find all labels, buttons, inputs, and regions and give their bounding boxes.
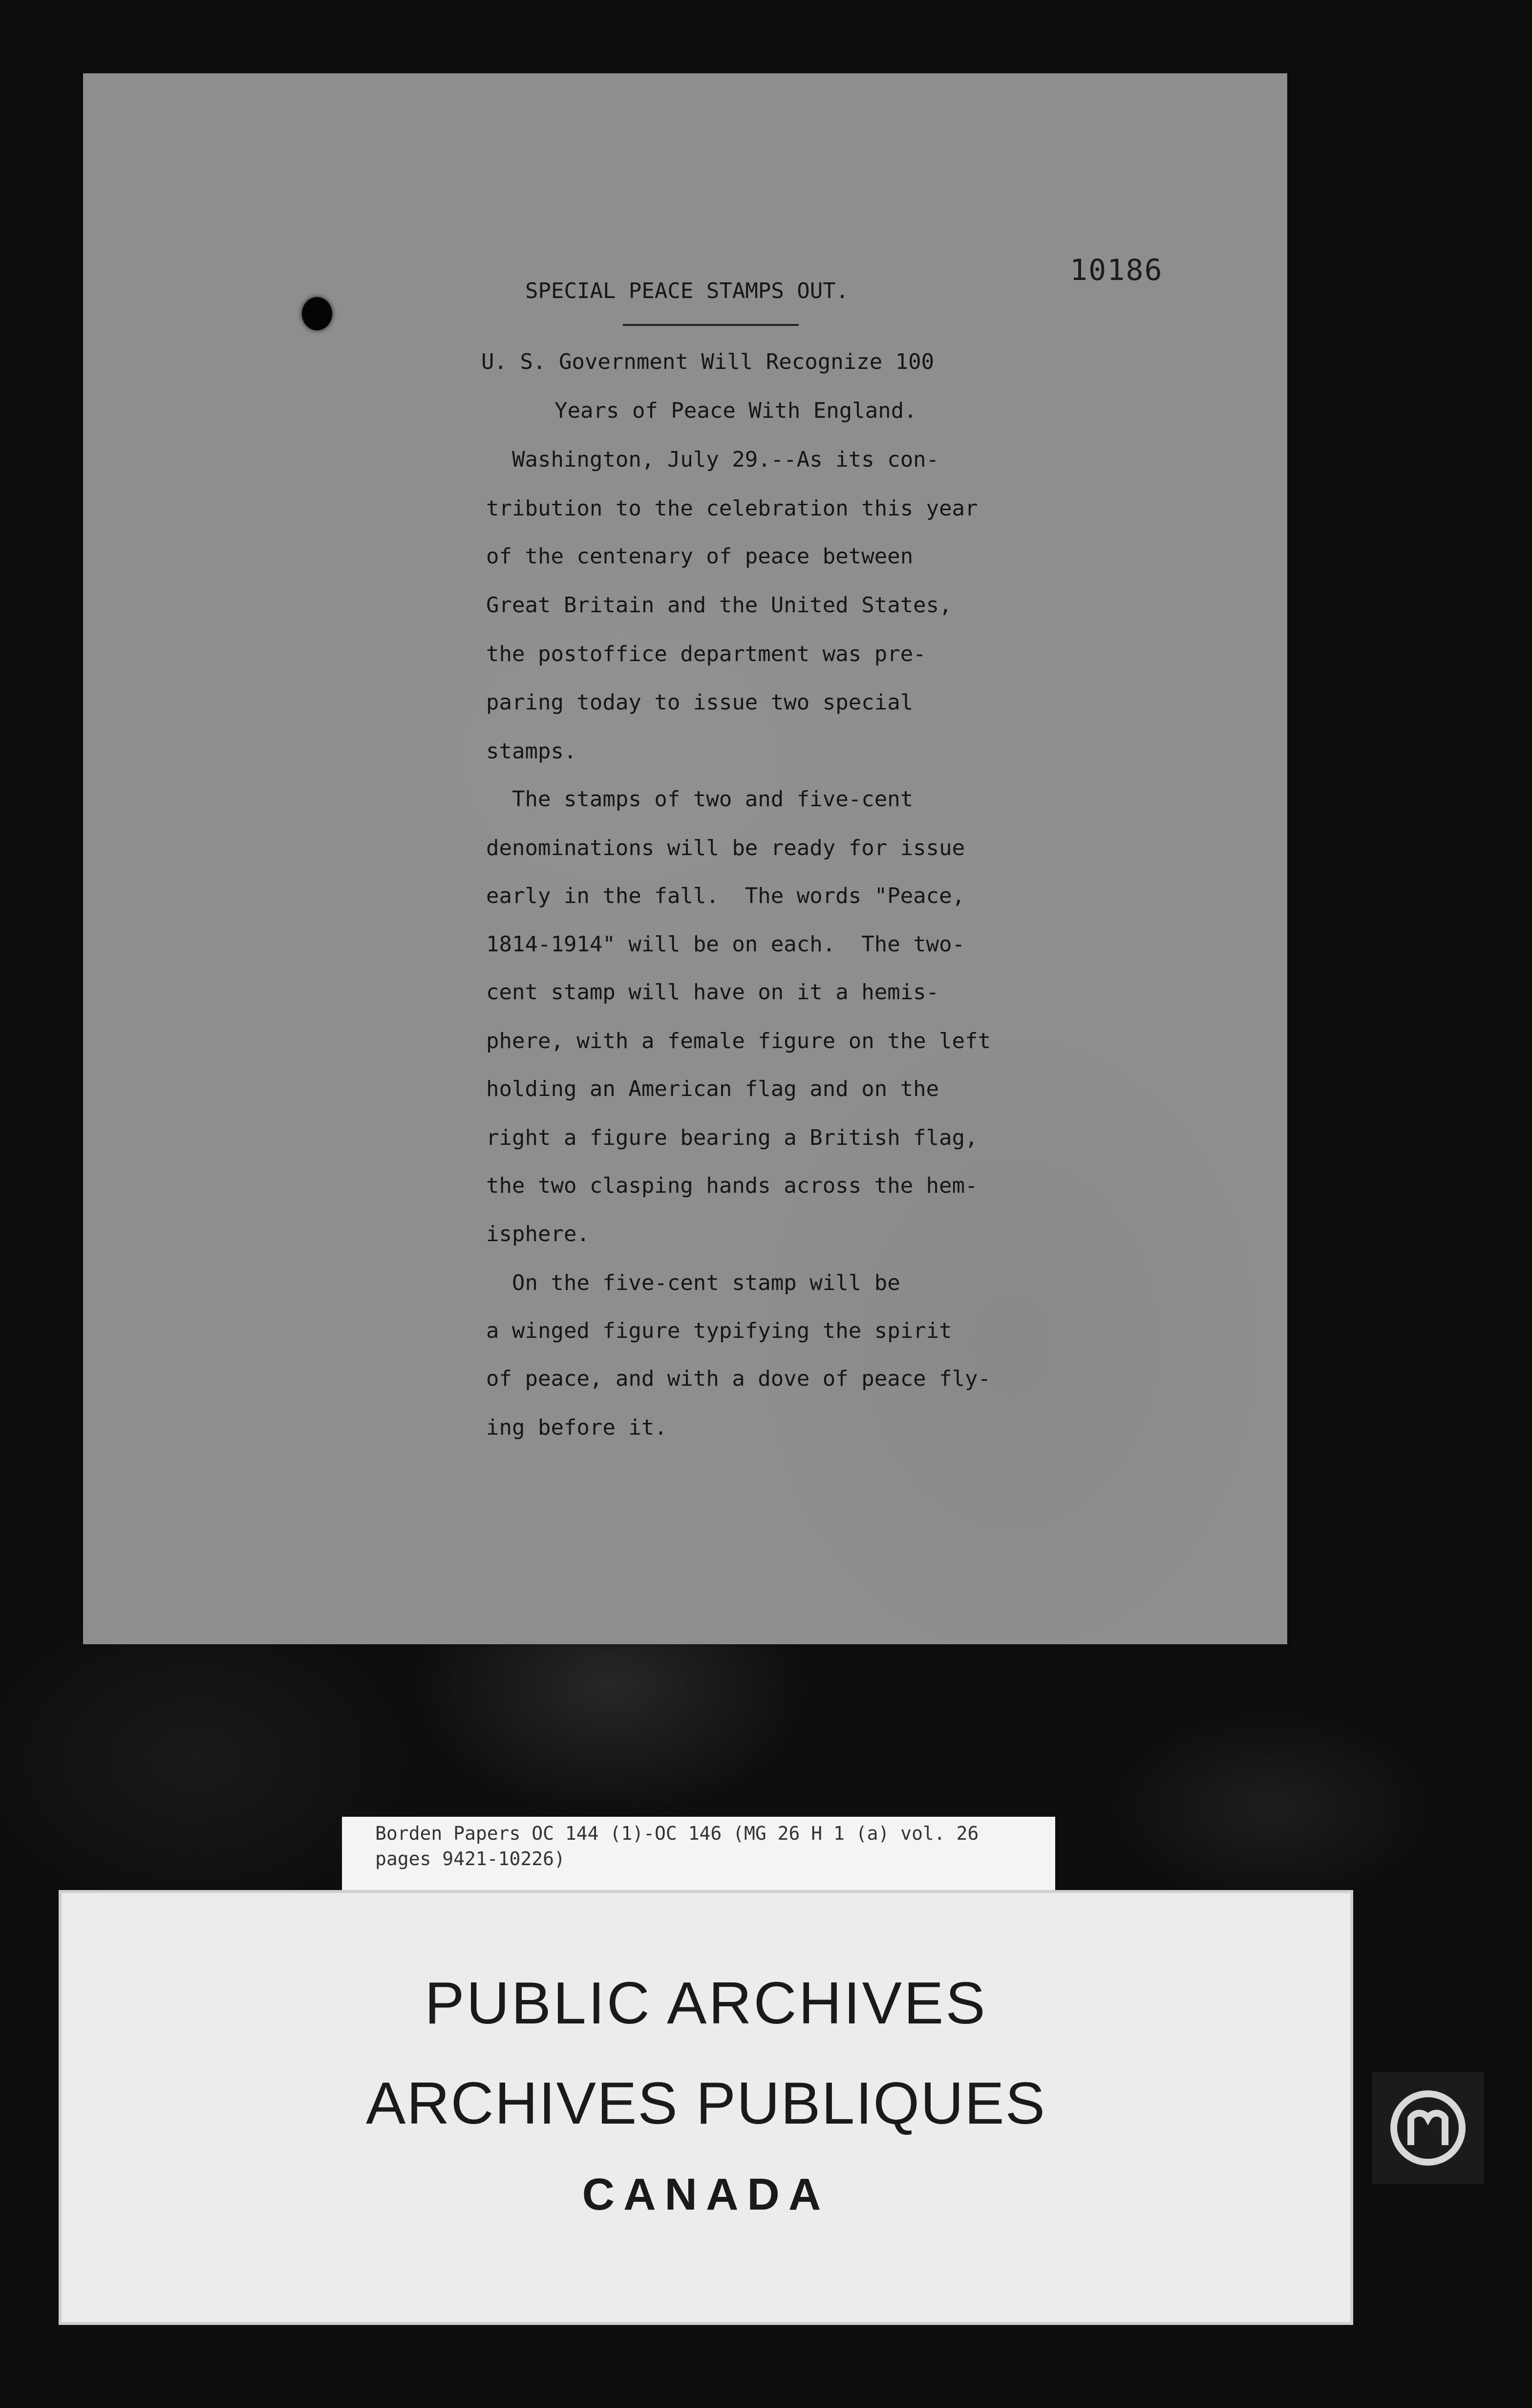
body-line: early in the fall. The words "Peace,	[486, 883, 965, 908]
punch-hole	[302, 297, 332, 330]
body-line: paring today to issue two special	[486, 690, 914, 715]
reference-label	[342, 1817, 1055, 1890]
reference-label-line-2: pages 9421-10226)	[375, 1848, 565, 1870]
body-line: tribution to the celebration this year	[486, 496, 978, 521]
body-line: stamps.	[486, 739, 577, 764]
archive-card	[59, 1890, 1353, 2325]
headline: SPECIAL PEACE STAMPS OUT.	[525, 279, 849, 303]
body-line: of peace, and with a dove of peace fly-	[486, 1366, 991, 1391]
body-line: Great Britain and the United States,	[486, 593, 952, 618]
archives-logo-icon	[1372, 2072, 1484, 2184]
typed-document-page	[83, 73, 1287, 1644]
body-line: phere, with a female figure on the left	[486, 1029, 991, 1054]
body-line: cent stamp will have on it a hemis-	[486, 980, 939, 1005]
body-line: 1814-1914" will be on each. The two-	[486, 932, 965, 957]
headline-underline	[623, 324, 799, 326]
card-title-french: ARCHIVES PUBLIQUES	[366, 2070, 1046, 2136]
body-line: the postoffice department was pre-	[486, 642, 926, 666]
body-line: denominations will be ready for issue	[486, 836, 965, 860]
body-line: Washington, July 29.--As its con-	[486, 447, 939, 472]
body-line: isphere.	[486, 1222, 590, 1247]
body-line: a winged figure typifying the spirit	[486, 1318, 952, 1343]
archives-logo-graphic	[1372, 2072, 1484, 2184]
card-title-english: PUBLIC ARCHIVES	[425, 1970, 987, 2036]
body-line: The stamps of two and five-cent	[486, 787, 914, 812]
body-line: right a figure bearing a British flag,	[486, 1125, 978, 1150]
subheadline-line-1: U. S. Government Will Recognize 100	[481, 349, 935, 374]
body-line: of the centenary of peace between	[486, 544, 914, 569]
subheadline-line-2: Years of Peace With England.	[554, 398, 917, 423]
body-line: holding an American flag and on the	[486, 1076, 939, 1101]
card-country: CANADA	[582, 2170, 830, 2219]
folio-number: 10186	[1070, 253, 1163, 287]
body-line: the two clasping hands across the hem-	[486, 1173, 978, 1198]
body-line: On the five-cent stamp will be	[486, 1270, 900, 1295]
reference-label-line-1: Borden Papers OC 144 (1)-OC 146 (MG 26 H 1 (a) vol. 26	[375, 1823, 979, 1844]
body-line: ing before it.	[486, 1415, 667, 1440]
